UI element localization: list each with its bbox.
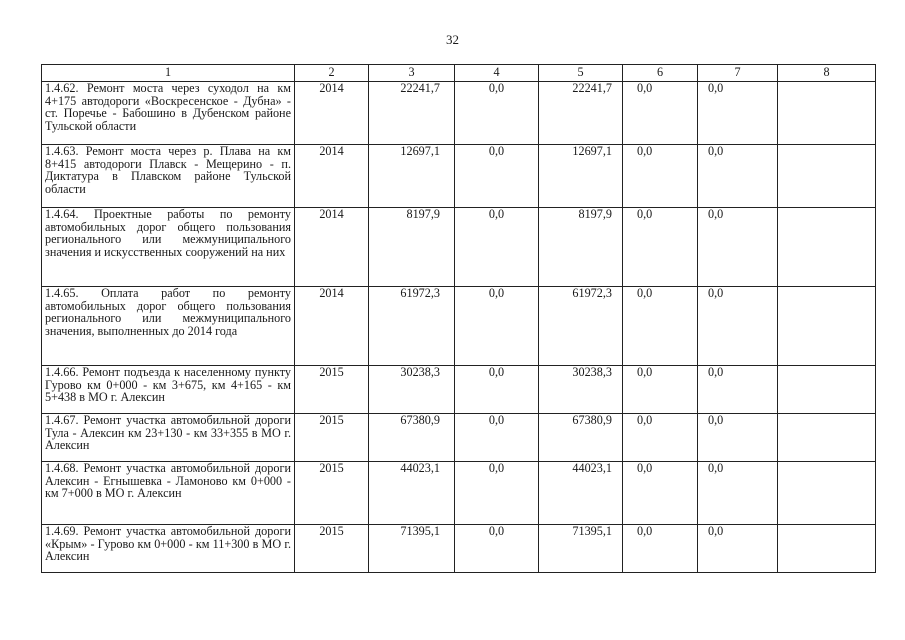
item-year: 2015 (295, 525, 369, 573)
item-col7: 0,0 (698, 366, 778, 414)
item-col8 (778, 82, 876, 145)
item-col6: 0,0 (623, 82, 698, 145)
table-row (42, 414, 876, 462)
item-col4: 0,0 (455, 82, 539, 145)
header-cell-3: 3 (369, 65, 455, 82)
page-number: 32 (446, 32, 459, 47)
item-col4: 0,0 (455, 366, 539, 414)
item-col8 (778, 287, 876, 366)
table-row (42, 462, 876, 525)
table-row (42, 145, 876, 208)
item-col8 (778, 525, 876, 573)
item-year: 2014 (295, 145, 369, 208)
item-name: 1.4.69. Ремонт участка автомобильной дороги «Крым» - Гурово км 0+000 - км 11+300 в МО г. Алексин (42, 525, 295, 573)
item-col8 (778, 462, 876, 525)
item-col5: 12697,1 (539, 145, 623, 208)
item-col3: 12697,1 (369, 145, 455, 208)
item-year: 2015 (295, 366, 369, 414)
header-cell-8: 8 (778, 65, 876, 82)
header-row (42, 65, 876, 82)
item-col7: 0,0 (698, 145, 778, 208)
item-col3: 30238,3 (369, 366, 455, 414)
item-year: 2014 (295, 82, 369, 145)
item-col6: 0,0 (623, 366, 698, 414)
item-year: 2015 (295, 414, 369, 462)
item-col5: 22241,7 (539, 82, 623, 145)
item-col3: 22241,7 (369, 82, 455, 145)
item-col4: 0,0 (455, 525, 539, 573)
item-col7: 0,0 (698, 525, 778, 573)
item-col4: 0,0 (455, 145, 539, 208)
item-name: 1.4.67. Ремонт участка автомобильной дороги Тула - Алексин км 23+130 - км 33+355 в МО г. Алексин (42, 414, 295, 462)
header-cell-2: 2 (295, 65, 369, 82)
item-col3: 71395,1 (369, 525, 455, 573)
item-col3: 44023,1 (369, 462, 455, 525)
item-col7: 0,0 (698, 82, 778, 145)
item-name: 1.4.66. Ремонт подъезда к населенному пункту Гурово км 0+000 - км 3+675, км 4+165 - км 5+438 в МО г. Алексин (42, 366, 295, 414)
item-name: 1.4.65. Оплата работ по ремонту автомобильных дорог общего пользования регионального или межмуниципального значения, выполненных до 2014 года (42, 287, 295, 366)
table-row (42, 287, 876, 366)
item-col6: 0,0 (623, 145, 698, 208)
header-cell-7: 7 (698, 65, 778, 82)
item-year: 2014 (295, 287, 369, 366)
item-col6: 0,0 (623, 287, 698, 366)
item-col8 (778, 208, 876, 287)
item-col4: 0,0 (455, 462, 539, 525)
header-cell-5: 5 (539, 65, 623, 82)
item-name: 1.4.68. Ремонт участка автомобильной дороги Алексин - Егнышевка - Ламоново км 0+000 - км 7+000 в МО г. Алексин (42, 462, 295, 525)
item-year: 2014 (295, 208, 369, 287)
table-row (42, 208, 876, 287)
item-col4: 0,0 (455, 287, 539, 366)
item-col8 (778, 366, 876, 414)
item-col6: 0,0 (623, 208, 698, 287)
item-col5: 61972,3 (539, 287, 623, 366)
item-col5: 71395,1 (539, 525, 623, 573)
budget-table (41, 64, 876, 573)
item-year: 2015 (295, 462, 369, 525)
item-col3: 61972,3 (369, 287, 455, 366)
table-row (42, 525, 876, 573)
item-col8 (778, 414, 876, 462)
item-name: 1.4.63. Ремонт моста через р. Плава на км 8+415 автодороги Плавск - Мещерино - п. Диктатура в Плавском районе Тульской области (42, 145, 295, 208)
item-col4: 0,0 (455, 414, 539, 462)
table-row (42, 366, 876, 414)
item-col8 (778, 145, 876, 208)
item-col5: 30238,3 (539, 366, 623, 414)
item-col7: 0,0 (698, 208, 778, 287)
header-cell-4: 4 (455, 65, 539, 82)
item-name: 1.4.64. Проектные работы по ремонту автомобильных дорог общего пользования регионального или межмуниципального значения и искусственных сооружений на них (42, 208, 295, 287)
item-col3: 8197,9 (369, 208, 455, 287)
item-col4: 0,0 (455, 208, 539, 287)
item-col3: 67380,9 (369, 414, 455, 462)
item-col6: 0,0 (623, 462, 698, 525)
item-col6: 0,0 (623, 414, 698, 462)
header-cell-1: 1 (42, 65, 295, 82)
item-col5: 44023,1 (539, 462, 623, 525)
table-row (42, 82, 876, 145)
item-col5: 67380,9 (539, 414, 623, 462)
item-col7: 0,0 (698, 462, 778, 525)
item-col5: 8197,9 (539, 208, 623, 287)
header-cell-6: 6 (623, 65, 698, 82)
item-col7: 0,0 (698, 414, 778, 462)
item-name: 1.4.62. Ремонт моста через суходол на км 4+175 автодороги «Воскресенское - Дубна» - ст. Поречье - Бабошино в Дубенском районе Тульской области (42, 82, 295, 145)
item-col6: 0,0 (623, 525, 698, 573)
item-col7: 0,0 (698, 287, 778, 366)
